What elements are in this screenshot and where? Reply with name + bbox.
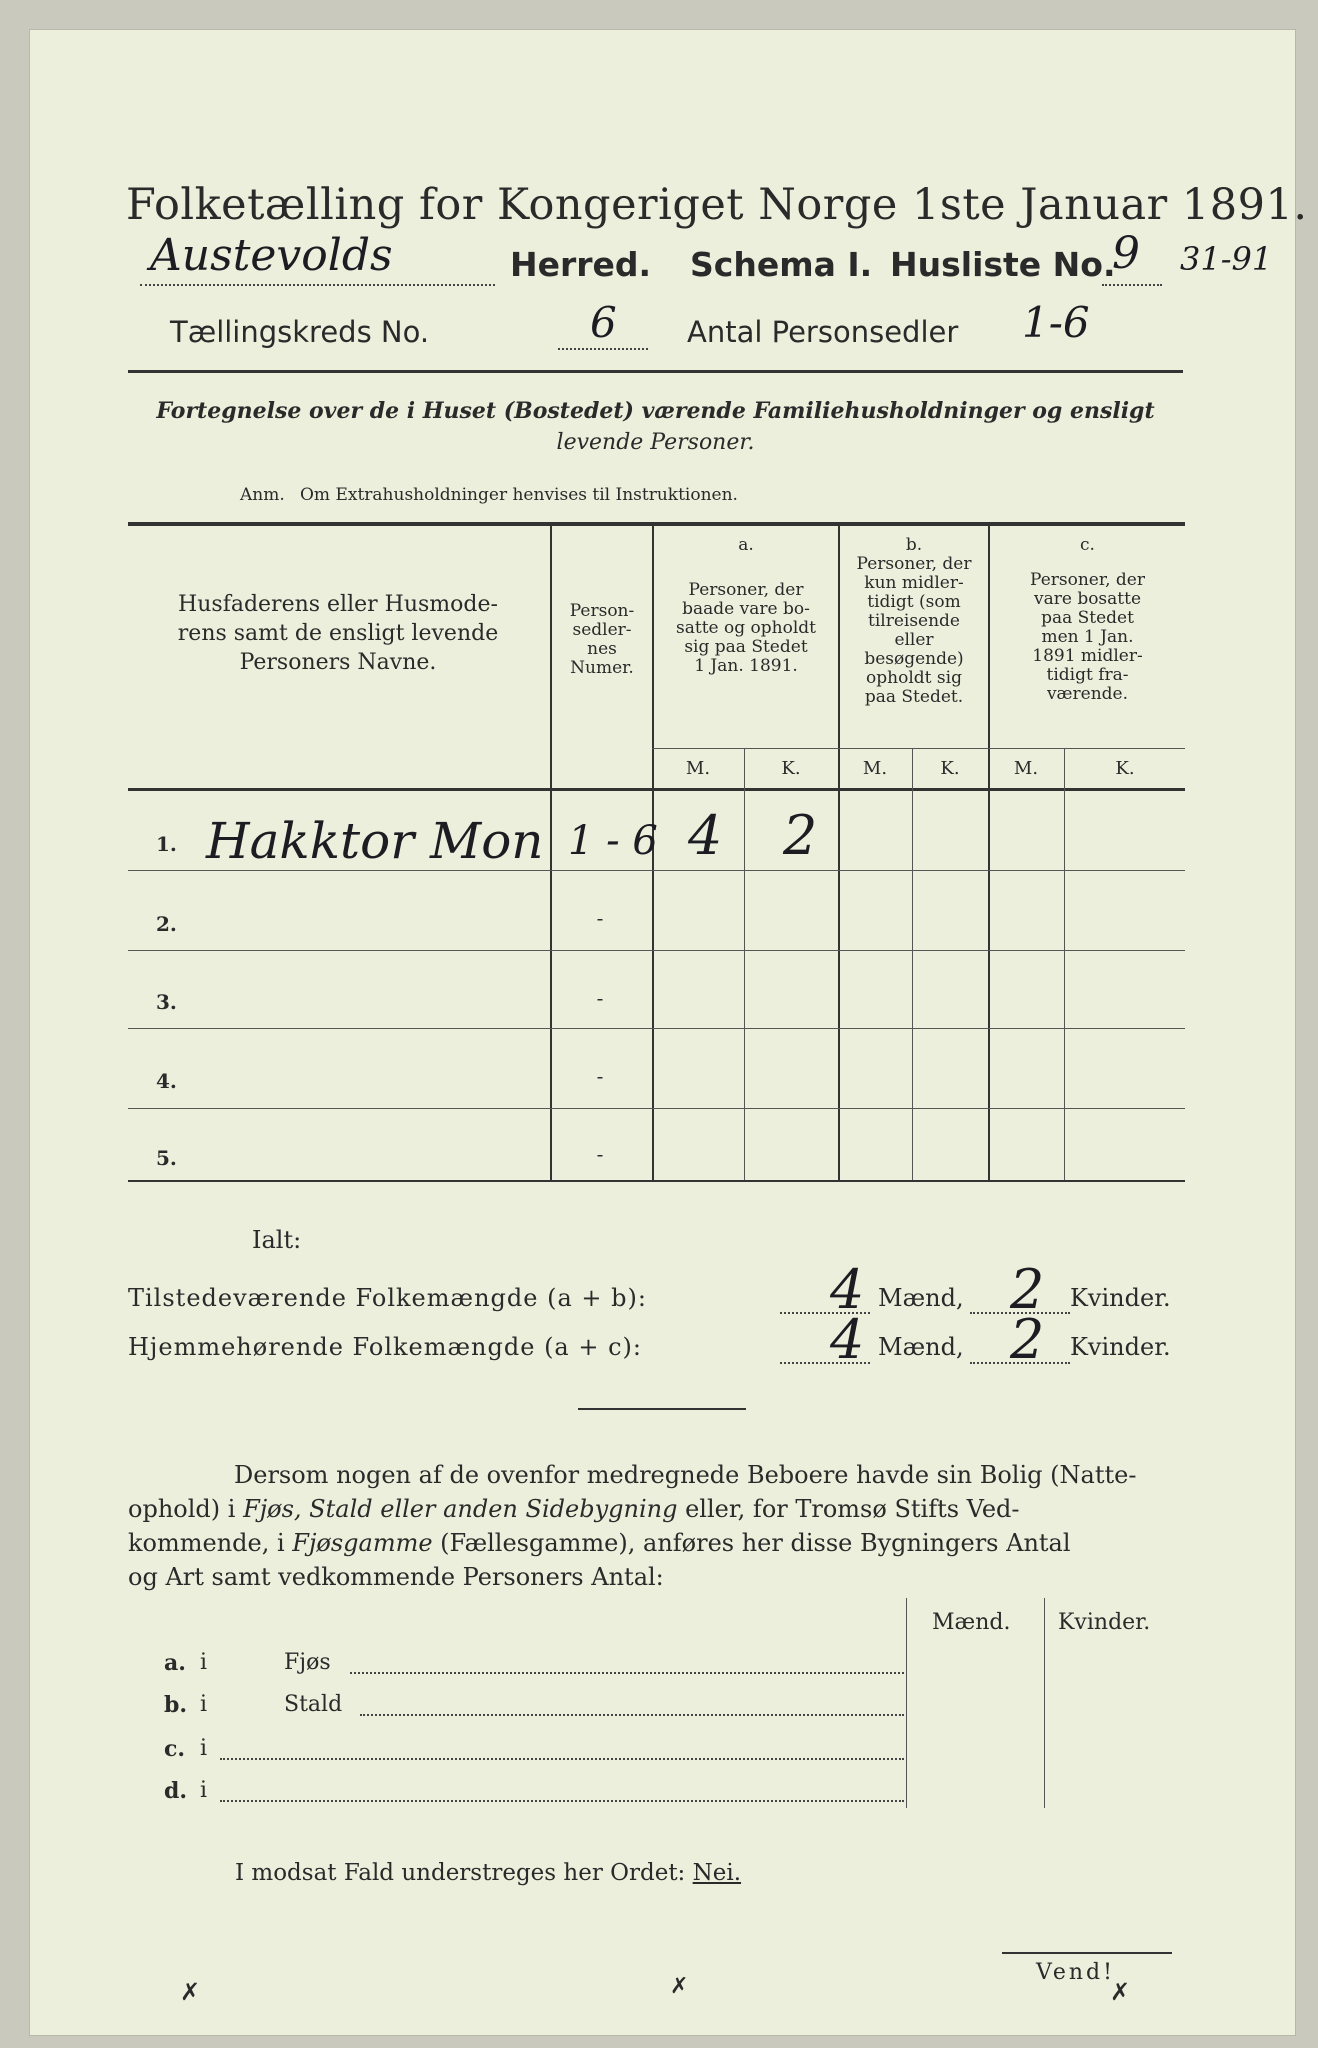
c-k-label: K. [1115,758,1135,779]
herred-label: Herred. [510,245,652,284]
tilst-label: Tilstedeværende Folkemængde (a + b): [128,1284,647,1312]
hjem-m-value: 4 [830,1308,865,1371]
row-3-number: 3. [156,990,177,1014]
pen-mark-center: ✗ [670,1974,689,1999]
row-1-a-m: 4 [688,804,723,867]
tilst-maend: Mænd, [878,1284,964,1312]
kreds-label: Tællingskreds No. [170,315,430,349]
row-3-sedler: - [596,986,604,1010]
b-m-label: M. [862,758,888,779]
husliste-value: 9 [1112,228,1140,279]
bygning-list: a. i Fjøs b. i Stald c. i d. i [164,1650,904,1810]
bygning-col-sep-1 [906,1598,907,1808]
col-num-header: Person- sedler- nes Numer. [569,601,635,678]
tilst-k-value: 2 [1010,1258,1045,1321]
tilst-m-value: 4 [830,1258,865,1321]
hjem-m-line [780,1362,870,1364]
b-k-label: K. [940,758,960,779]
row-1-rule [128,870,1185,871]
ialt-label: Ialt: [252,1226,302,1254]
nei-word: Nei. [692,1860,742,1886]
hjem-k-value: 2 [1010,1308,1045,1371]
table-top-rule [128,522,1185,526]
bygning-col-maend: Mænd. [932,1610,1011,1635]
sidebygning-paragraph: Dersom nogen af de ovenfor medregnede Beboere havde sin Bolig (Natte- ophold) i Fjøs, Stald eller anden Sidebygning eller, for Tromsø Stifts Ved- kommende, i Fjøsgamme (Fællesgamme), anføres her disse Bygningers Antal og Art samt vedkommende Personers Antal: [128,1461,1137,1591]
antal-label: Antal Personsedler [687,315,959,349]
tilst-kvinder: Kvinder. [1070,1284,1171,1312]
separator-rule [578,1408,746,1410]
census-form-sheet [30,30,1308,2035]
col-name-header: Husfaderens eller Husmode- rens samt de ensligt levende Personers Navne. [177,592,499,675]
husliste-line [1102,284,1162,286]
herred-line [140,284,495,286]
row-2-number: 2. [156,912,177,936]
row-5-sedler: - [596,1142,604,1166]
a-m-label: M. [685,758,711,779]
vend-label: Vend! [1036,1960,1115,1985]
a-k-label: K. [781,758,801,779]
table-bottom-rule [128,1180,1185,1182]
hjem-label: Hjemmehørende Folkemængde (a + c): [128,1333,642,1361]
header-rule [128,370,1183,373]
husliste-label: Husliste No. [890,245,1116,284]
col-c-header: c. Personer, der vare bosatte paa Stedet men 1 Jan. 1891 midler- tidigt fra- værende. [1030,535,1145,704]
row-2-sedler: - [596,906,604,930]
hjem-kvinder: Kvinder. [1070,1333,1171,1361]
intro-line2: levende Personer. [556,430,755,455]
form-title: Folketælling for Kongeriget Norge 1ste Januar 1891. [126,180,1308,230]
vend-rule [1002,1952,1172,1954]
anm-text: Om Extrahusholdninger henvises til Instruktionen. [300,485,738,505]
table-body [128,792,1185,1180]
row-3-rule [128,1028,1185,1029]
anm-label: Anm. [240,485,285,505]
hjem-maend: Mænd, [878,1333,964,1361]
herred-value: Austevolds [150,230,393,281]
pen-mark-left: ✗ [180,1978,201,2006]
c-m-label: M. [1013,758,1039,779]
row-1-sedler: 1 - 6 [568,818,658,864]
col-b-header: b. Personer, der kun midler- tidigt (som tilreisende eller besøgende) opholdt sig paa Stedet. [856,535,972,707]
date-note: 31-91 [1180,240,1273,278]
antal-value: 1-6 [1022,298,1090,347]
row-4-number: 4. [156,1069,177,1093]
col-a-header: a. Personer, der baade vare bo- satte og opholdt sig paa Stedet 1 Jan. 1891. [676,535,816,676]
modsat-text: I modsat Fald understreges her Ordet: Nei. [235,1860,742,1886]
table-header-rule [128,788,1185,791]
pen-mark-right: ✗ [1110,1978,1131,2006]
row-4-sedler: - [596,1064,604,1088]
row-1-number: 1. [156,832,177,856]
row-5-number: 5. [156,1146,177,1170]
schema-label: Schema I. [690,245,873,284]
row-1-name: Hakktor Mon [206,812,544,870]
bygning-col-kvinder: Kvinder. [1058,1610,1151,1635]
intro-line1: Fortegnelse over de i Huset (Bostedet) værende Familiehusholdninger og ensligt [156,398,1155,424]
row-4-rule [128,1108,1185,1109]
kreds-line [558,348,648,350]
hjem-k-line [970,1362,1070,1364]
row-2-rule [128,950,1185,951]
bygning-col-sep-2 [1044,1598,1045,1808]
kreds-value: 6 [590,298,617,347]
row-1-a-k: 2 [783,804,818,867]
mk-header-rule [652,748,1185,749]
